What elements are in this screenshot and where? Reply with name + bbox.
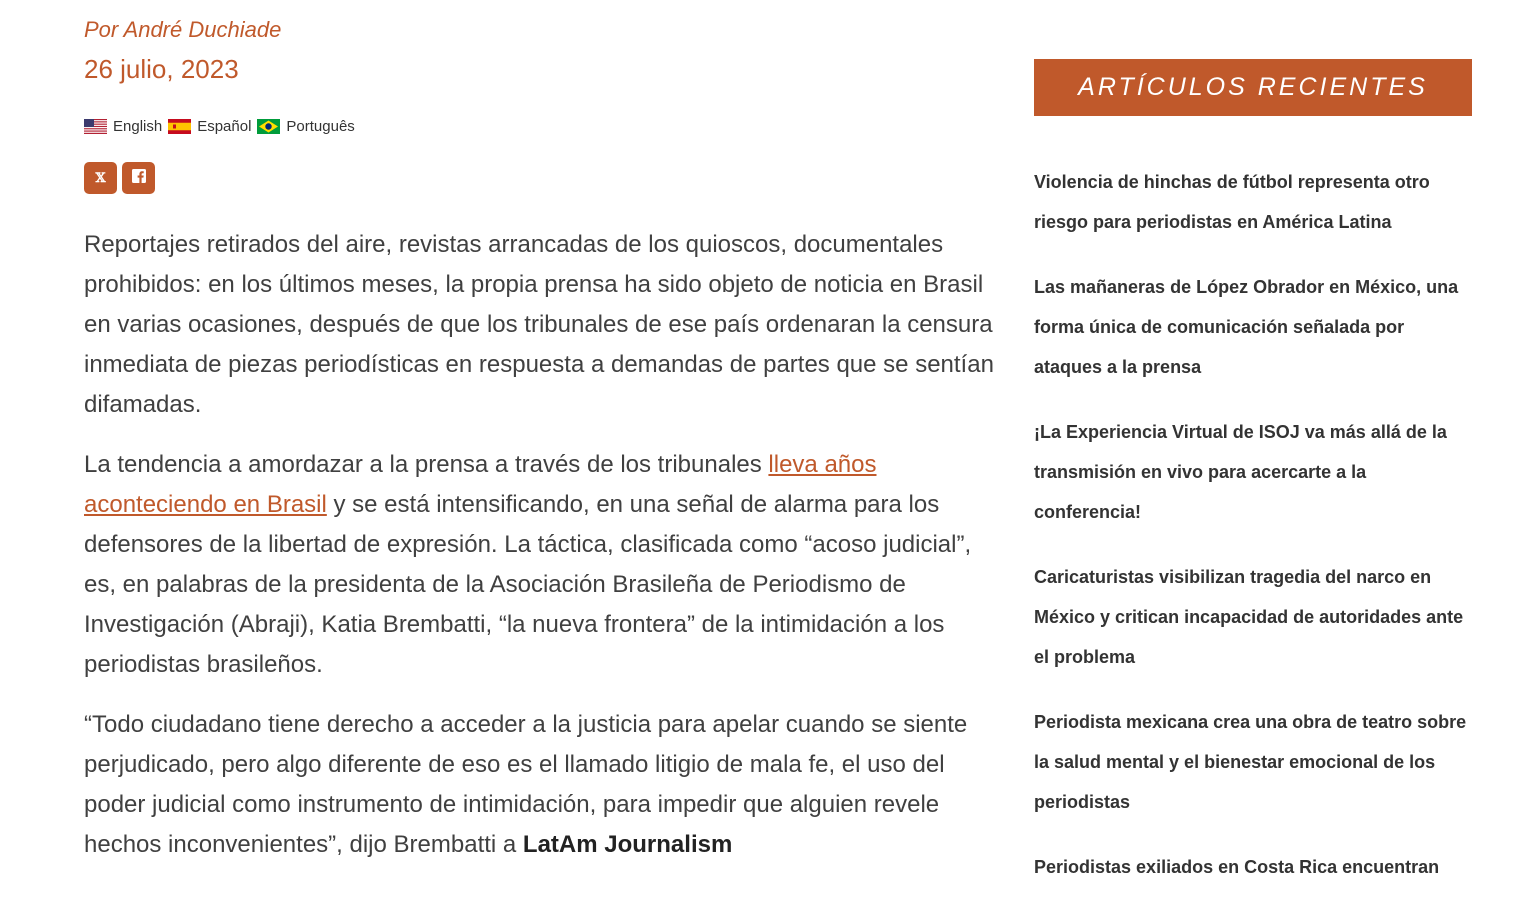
recent-article-link[interactable]: ¡La Experiencia Virtual de ISOJ va más allá de la transmisión en vivo para acercarte a la conferencia! [1034, 422, 1447, 522]
recent-article-link[interactable]: Periodista mexicana crea una obra de teatro sobre la salud mental y el bienestar emocional de los periodistas [1034, 712, 1467, 812]
recent-article-link[interactable]: Las mañaneras de López Obrador en México, una forma única de comunicación señalada por ataques a la prensa [1034, 277, 1459, 377]
latam-journalism-bold: LatAm Journalism [522, 831, 733, 858]
brazil-flag-icon [257, 119, 280, 134]
recent-article-link[interactable]: Violencia de hinchas de fútbol representa otro riesgo para periodistas en América Latina [1034, 172, 1430, 232]
share-facebook-button[interactable] [122, 162, 155, 194]
facebook-icon [132, 169, 146, 187]
article-paragraph-3 [84, 705, 999, 865]
article-author[interactable]: Por André Duchiade [84, 17, 282, 42]
language-spanish-label: Español [197, 118, 252, 135]
x-icon: 𝕏 [95, 170, 106, 186]
recent-articles-title: ARTÍCULOS RECIENTES [1034, 59, 1472, 116]
recent-article-link[interactable]: Periodistas exiliados en Costa Rica encuentran [1034, 857, 1440, 877]
language-spanish[interactable] [168, 118, 251, 135]
language-switcher [84, 118, 361, 135]
article-body [84, 225, 999, 885]
spain-flag-icon [168, 119, 191, 134]
language-portuguese[interactable] [257, 118, 354, 135]
share-buttons [84, 162, 160, 194]
paragraph-2-text-start: La tendencia a amordazar a la prensa a través de los tribunales [84, 451, 769, 478]
paragraph-3-text: “Todo ciudadano tiene derecho a acceder a la justicia para apelar cuando se siente perjudicado, pero algo diferente de eso es el llamado litigio de mala fe, el uso del poder judicial como instrumento de intimidación, para impedir que alguien revele hechos inconvenientes”, dijo Brembatti a [84, 711, 968, 858]
language-portuguese-label: Português [286, 118, 355, 135]
recent-articles-list [1034, 162, 1472, 887]
recent-article-link[interactable]: Caricaturistas visibilizan tragedia del narco en México y critican incapacidad de autoridades ante el problema [1034, 567, 1464, 667]
language-english[interactable] [84, 118, 162, 135]
article-paragraph-1: Reportajes retirados del aire, revistas arrancadas de los quioscos, documentales prohibidos: en los últimos meses, la propia prensa ha sido objeto de noticia en Brasil en varias ocasiones, después de que los tribunales de ese país ordenaran la censura inmediata de piezas periodísticas en respuesta a demandas de partes que se sentían difamadas. [84, 231, 994, 418]
paragraph-2-text-end: y se está intensificando, en una señal de alarma para los defensores de la libertad de expresión. La táctica, clasificada como “acoso judicial”, es, en palabras de la presidenta de la Asociación Brasileña de Periodismo de Investigación (Abraji), Katia Brembatti, “la nueva frontera” de la intimidación a los periodistas brasileños. [84, 491, 972, 678]
recent-articles-sidebar [1034, 59, 1472, 912]
us-flag-icon [84, 119, 107, 134]
lleva-anos-link[interactable]: lleva años aconteciendo en Brasil [84, 451, 877, 518]
article-paragraph-2 [84, 445, 999, 685]
share-x-button[interactable] [84, 162, 117, 194]
article-date: 26 julio, 2023 [84, 54, 239, 84]
language-english-label: English [113, 118, 163, 135]
